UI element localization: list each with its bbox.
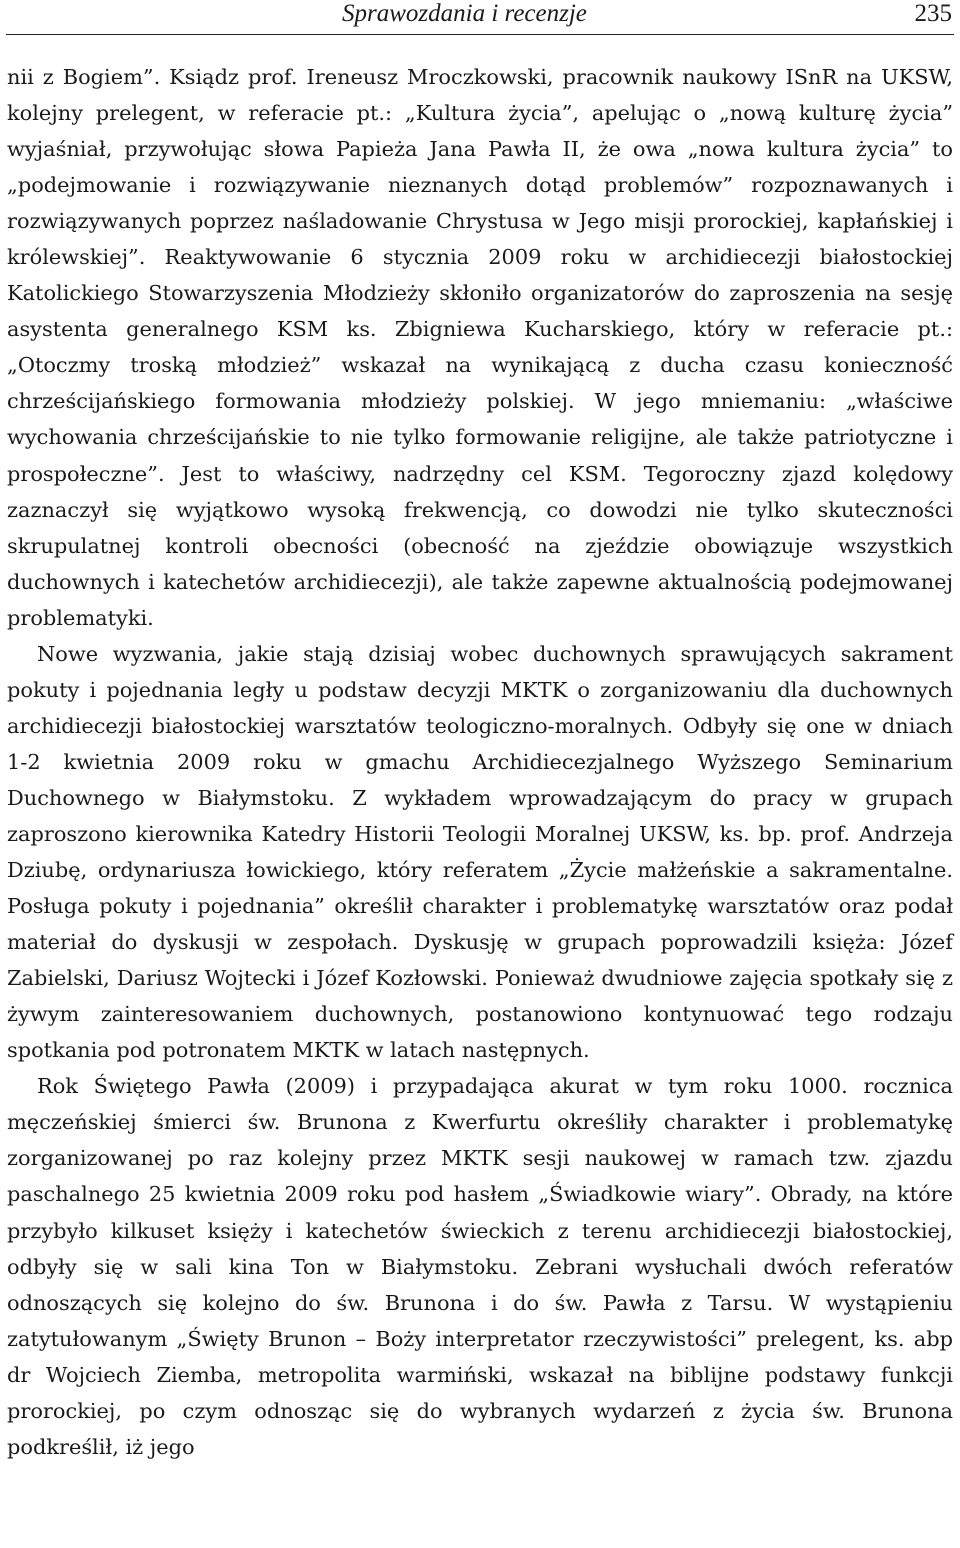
document-body [7, 59, 953, 1465]
paragraph: Rok Świętego Pawła (2009) i przypadająca akurat w tym roku 1000. rocznica męczeńskiej śmierci św. Brunona z Kwerfurtu określiły charakter i problematykę zorganizowanej po raz kolejny przez MKTK sesji naukowej w ramach tzw. zjazdu paschalnego 25 kwietnia 2009 roku pod hasłem „Świadkowie wiary”. Obrady, na które przybyło kilkuset księży i katechetów świeckich z terenu archidiecezji białostockiej, odbyły się w sali kina Ton w Białymstoku. Zebrani wysłuchali dwóch referatów odnoszących się kolejno do św. Brunona i do św. Pawła z Tarsu. W wystąpieniu zatytułowanym „Święty Brunon – Boży interpretator rzeczywistości” prelegent, ks. abp dr Wojciech Ziemba, metropolita warmiński, wskazał na biblijne podstawy funkcji prorockiej, po czym odnosząc się do wybranych wydarzeń z życia św. Brunona podkreślił, iż jego [7, 1074, 953, 1459]
running-title: Sprawozdania i recenzje [342, 0, 587, 27]
page-number: 235 [914, 0, 952, 27]
paragraph: Nowe wyzwania, jakie stają dzisiaj wobec duchownych sprawujących sakrament pokuty i pojednania legły u podstaw decyzji MKTK o zorganizowaniu dla duchownych archidiecezji białostockiej warsztatów teologiczno-moralnych. Odbyły się one w dniach 1-2 kwietnia 2009 roku w gmachu Archidiecezjalnego Wyższego Seminarium Duchownego w Białymstoku. Z wykładem wprowadzającym do pracy w grupach zaproszono kierownika Katedry Historii Teologii Moralnej UKSW, ks. bp. prof. Andrzeja Dziubę, ordynariusza łowickiego, który referatem „Życie małżeńskie a sakramentalne. Posługa pokuty i pojednania” określił charakter i problematykę warsztatów oraz podał materiał do dyskusji w zespołach. Dyskusję w grupach poprowadzili księża: Józef Zabielski, Dariusz Wojtecki i Józef Kozłowski. Ponieważ dwudniowe zajęcia spotkały się z żywym zainteresowaniem duchownych, postanowiono kontynuować tego rodzaju spotkania pod potronatem MKTK w latach następnych. [7, 641, 953, 1063]
running-header [6, 0, 954, 35]
paragraph-continuation: nii z Bogiem”. Ksiądz prof. Ireneusz Mroczkowski, pracownik naukowy ISnR na UKSW, kolejny prelegent, w referacie pt.: „Kultura życia”, apelując o „nową kulturę życia” wyjaśniał, przywołując słowa Papieża Jana Pawła II, że owa „nowa kultura życia” to „podejmowanie i rozwiązywanie nieznanych dotąd problemów” rozpoznawanych i rozwiązywanych poprzez naśladowanie Chrystusa w Jego misji prorockiej, kapłańskiej i królewskiej”. Reaktywowanie 6 stycznia 2009 roku w archidiecezji białostockiej Katolickiego Stowarzyszenia Młodzieży skłoniło organizatorów do zaproszenia na sesję asystenta generalnego KSM ks. Zbigniewa Kucharskiego, który w referacie pt.: „Otoczmy troską młodzież” wskazał na wynikającą z ducha czasu konieczność chrześcijańskiego formowania młodzieży polskiej. W jego mniemaniu: „właściwe wychowania chrześcijańskie to nie tylko formowanie religijne, ale także patriotyczne i prospołeczne”. Jest to właściwy, nadrzędny cel KSM. Tegoroczny zjazd kolędowy zaznaczył się wyjątkowo wysoką frekwencją, co dowodzi nie tylko skuteczności skrupulatnej kontroli obecności (obecność na zjeździe obowiązuje wszystkich duchownych i katechetów archidiecezji), ale także zapewne aktualnością podejmowanej problematyki. [7, 65, 953, 630]
